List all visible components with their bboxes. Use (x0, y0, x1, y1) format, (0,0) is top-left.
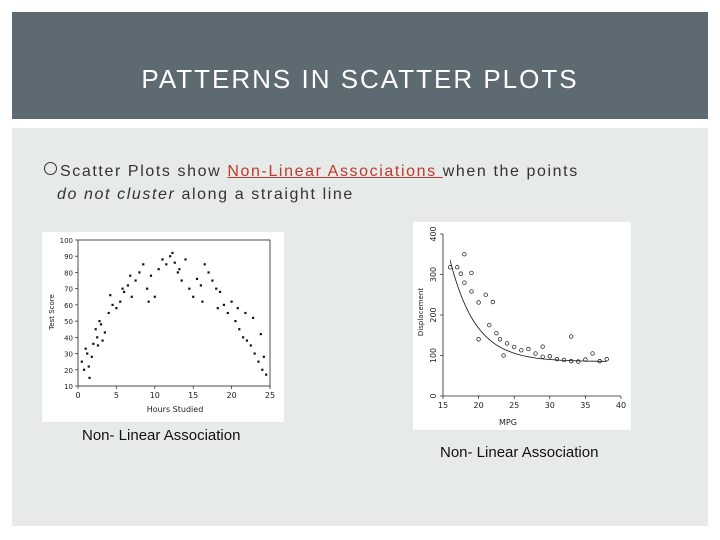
data-point (97, 344, 99, 346)
data-point (470, 271, 474, 275)
data-point (129, 275, 131, 277)
data-point (101, 339, 103, 341)
data-point (484, 293, 488, 297)
data-point (238, 328, 240, 330)
data-point (252, 317, 254, 319)
data-point (477, 338, 481, 342)
bullet-text-after: when the points (442, 163, 579, 180)
data-point (250, 344, 252, 346)
data-point (135, 279, 137, 281)
y-tick-label: 60 (64, 301, 73, 310)
y-tick-label: 80 (64, 269, 73, 278)
y-tick-label: 0 (429, 393, 438, 399)
data-point (196, 278, 198, 280)
chart1-points (81, 252, 268, 379)
data-point (463, 252, 467, 256)
data-point (491, 300, 495, 304)
data-point (150, 275, 152, 277)
data-point (227, 312, 229, 314)
bullet-emphasis: do not cluster (57, 186, 176, 203)
data-point (520, 348, 524, 352)
data-point (217, 307, 219, 309)
data-point (131, 296, 133, 298)
y-tick-label: 10 (64, 383, 73, 391)
data-point (470, 290, 474, 294)
data-point (127, 284, 129, 286)
data-point (569, 359, 573, 363)
data-point (242, 336, 244, 338)
data-point (215, 288, 217, 290)
data-point (83, 369, 85, 371)
y-tick-label: 50 (64, 318, 73, 327)
data-point (265, 374, 267, 376)
chart1-xlabel: Hours Studied (146, 405, 204, 414)
data-point (231, 301, 233, 303)
data-point (161, 258, 163, 260)
data-point (121, 288, 123, 290)
x-tick-label: 40 (615, 401, 627, 410)
chart2-xlabel: MPG (499, 418, 517, 427)
data-point (174, 262, 176, 264)
data-point (85, 348, 87, 350)
x-tick-label: 15 (437, 401, 449, 410)
data-point (81, 361, 83, 363)
chart1-ylabel: Test Score (48, 294, 56, 330)
data-point (148, 301, 150, 303)
data-point (158, 268, 160, 270)
data-point (109, 294, 111, 296)
data-point (188, 288, 190, 290)
x-tick-label: 15 (188, 391, 199, 400)
data-point (477, 301, 481, 305)
data-point (146, 288, 148, 290)
data-point (88, 377, 90, 379)
data-point (234, 320, 236, 322)
y-tick-label: 30 (64, 350, 73, 359)
data-point (261, 369, 263, 371)
data-point (219, 291, 221, 293)
data-point (257, 361, 259, 363)
data-point (548, 355, 552, 359)
data-point (495, 331, 499, 335)
x-tick-label: 35 (580, 401, 591, 410)
x-tick-label: 20 (473, 401, 484, 410)
data-point (86, 352, 88, 354)
data-point (95, 328, 97, 330)
bullet-text-line2 (57, 186, 354, 204)
chart2-trend (450, 260, 607, 361)
data-point (92, 343, 94, 345)
data-point (260, 333, 262, 335)
data-point (123, 291, 125, 293)
bullet-text-rest: along a straight line (175, 186, 354, 203)
data-point (459, 272, 463, 276)
y-tick-label: 90 (64, 253, 73, 262)
data-point (154, 296, 156, 298)
data-point (541, 345, 545, 349)
data-point (115, 307, 117, 309)
data-point (177, 271, 179, 273)
data-point (463, 281, 467, 285)
data-point (138, 271, 140, 273)
x-tick-label: 25 (509, 401, 520, 410)
data-point (237, 307, 239, 309)
data-point (200, 284, 202, 286)
data-point (254, 352, 256, 354)
data-point (455, 265, 459, 269)
x-tick-label: 0 (75, 391, 81, 400)
y-tick-label: 100 (429, 347, 438, 364)
x-tick-label: 25 (264, 391, 276, 400)
data-point (171, 252, 173, 254)
caption-left: Non- Linear Association (82, 427, 241, 444)
slide-title: PATTERNS IN SCATTER PLOTS (141, 64, 579, 94)
data-point (111, 304, 113, 306)
data-point (108, 312, 110, 314)
y-tick-label: 400 (429, 226, 438, 242)
chart2-ticks (429, 226, 626, 410)
data-point (169, 255, 171, 257)
data-point (207, 271, 209, 273)
bullet-circle-icon (44, 162, 57, 175)
x-tick-label: 30 (544, 401, 555, 410)
data-point (178, 268, 180, 270)
data-point (184, 258, 186, 260)
data-point (100, 323, 102, 325)
data-point (527, 347, 531, 351)
y-tick-label: 300 (429, 266, 438, 283)
data-point (502, 354, 506, 358)
x-tick-label: 10 (149, 391, 160, 400)
non-linear-link[interactable]: Non-Linear Associations (227, 163, 443, 180)
data-point (263, 356, 265, 358)
data-point (204, 263, 206, 265)
x-tick-label: 5 (113, 391, 119, 400)
y-tick-label: 70 (64, 285, 73, 294)
data-point (569, 335, 573, 339)
chart1-ticks (60, 237, 275, 400)
data-point (88, 365, 90, 367)
data-point (192, 296, 194, 298)
data-point (512, 345, 516, 349)
data-point (498, 338, 502, 342)
x-tick-label: 20 (226, 391, 237, 400)
y-tick-label: 40 (64, 334, 73, 343)
hours-vs-score-chart (42, 232, 284, 422)
bullet-text-before: Scatter Plots show (60, 163, 228, 180)
data-point (98, 320, 100, 322)
data-point (223, 304, 225, 306)
data-point (534, 352, 538, 356)
data-point (211, 279, 213, 281)
data-point (201, 301, 203, 303)
caption-right: Non- Linear Association (440, 444, 599, 461)
chart2-ylabel: Displacement (417, 287, 425, 337)
data-point (119, 301, 121, 303)
data-point (91, 356, 93, 358)
data-point (591, 352, 595, 356)
data-point (487, 323, 491, 327)
data-point (576, 360, 580, 364)
data-point (165, 263, 167, 265)
data-point (181, 279, 183, 281)
y-tick-label: 20 (64, 366, 73, 375)
mpg-vs-displacement-chart (413, 222, 631, 430)
data-point (541, 355, 545, 359)
data-point (96, 336, 98, 338)
data-point (142, 263, 144, 265)
trend-curve (450, 260, 607, 361)
data-point (505, 342, 509, 346)
data-point (605, 357, 609, 361)
chart2-points (448, 252, 608, 363)
data-point (246, 339, 248, 341)
data-point (244, 312, 246, 314)
bullet-text (44, 162, 579, 181)
title-bar (12, 12, 708, 119)
y-tick-label: 100 (59, 237, 73, 245)
y-tick-label: 200 (429, 307, 438, 323)
data-point (104, 331, 106, 333)
